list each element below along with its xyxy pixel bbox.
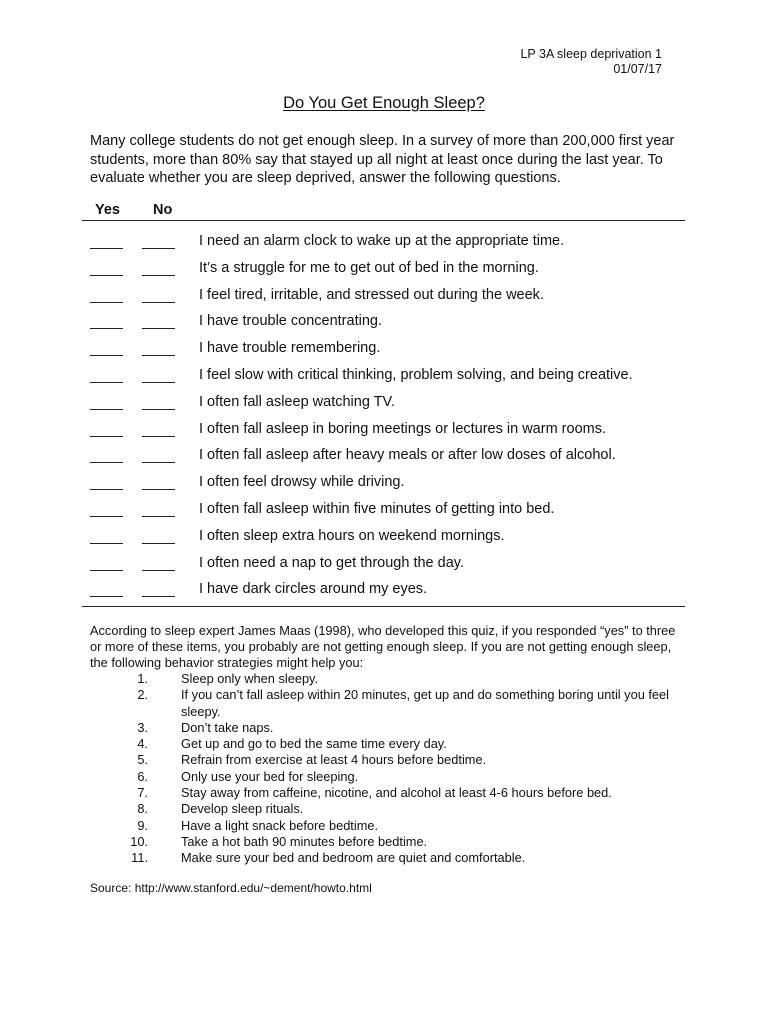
question-text: I often feel drowsy while driving. xyxy=(199,474,405,491)
question-text: I often fall asleep in boring meetings or lectures in warm rooms. xyxy=(199,420,606,437)
reference-label: LP 3A sleep deprivation 1 xyxy=(520,47,662,61)
strategy-number: 9. xyxy=(137,817,148,833)
question-text: I feel slow with critical thinking, problem solving, and being creative. xyxy=(199,366,633,383)
question-row xyxy=(0,287,768,314)
no-answer-blank[interactable] xyxy=(142,302,175,303)
strategy-item xyxy=(90,834,690,850)
yes-answer-blank[interactable] xyxy=(90,355,123,356)
yes-answer-blank[interactable] xyxy=(90,516,123,517)
question-text: I need an alarm clock to wake up at the appropriate time. xyxy=(199,233,565,249)
strategy-text: Don’t take naps. xyxy=(181,719,274,735)
yes-answer-blank[interactable] xyxy=(90,570,123,571)
column-header-yes: Yes xyxy=(95,202,120,218)
strategy-number: 6. xyxy=(137,768,148,784)
divider-top xyxy=(82,220,685,221)
strategy-item xyxy=(90,785,690,801)
strategy-text: Stay away from caffeine, nicotine, and alcohol at least 4-6 hours before bed. xyxy=(181,785,612,801)
source-citation: Source: http://www.stanford.edu/~dement/howto.html xyxy=(90,881,372,895)
question-row xyxy=(0,555,768,582)
strategy-text: Make sure your bed and bedroom are quiet and comfortable. xyxy=(181,850,526,866)
strategy-text: If you can’t fall asleep within 20 minutes, get up and do something boring until you feel sleepy. xyxy=(181,687,670,719)
question-row xyxy=(0,367,768,394)
strategy-text: Refrain from exercise at least 4 hours before bedtime. xyxy=(181,752,487,768)
strategy-text: Sleep only when sleepy. xyxy=(181,671,319,686)
no-answer-blank[interactable] xyxy=(142,275,175,276)
no-answer-blank[interactable] xyxy=(142,543,175,544)
yes-answer-blank[interactable] xyxy=(90,409,123,410)
strategy-number: 5. xyxy=(137,752,148,768)
question-text: I often sleep extra hours on weekend mornings. xyxy=(199,527,505,544)
question-row xyxy=(0,474,768,501)
yes-answer-blank[interactable] xyxy=(90,543,123,544)
no-answer-blank[interactable] xyxy=(142,596,175,597)
strategy-text: Develop sleep rituals. xyxy=(181,801,304,817)
strategy-text: Take a hot bath 90 minutes before bedtime. xyxy=(181,833,428,849)
question-row xyxy=(0,528,768,555)
page-title: Do You Get Enough Sleep? xyxy=(283,94,485,112)
strategy-item xyxy=(90,752,690,768)
yes-answer-blank[interactable] xyxy=(90,596,123,597)
strategy-text: Only use your bed for sleeping. xyxy=(181,768,359,784)
strategy-number: 11. xyxy=(131,850,148,866)
no-answer-blank[interactable] xyxy=(142,489,175,490)
strategy-number: 8. xyxy=(137,801,148,817)
question-row xyxy=(0,313,768,340)
question-text: I often fall asleep watching TV. xyxy=(199,393,395,410)
question-row xyxy=(0,421,768,448)
strategy-item xyxy=(90,818,690,834)
reference-date: 01/07/17 xyxy=(613,62,662,76)
question-row xyxy=(0,233,768,260)
no-answer-blank[interactable] xyxy=(142,248,175,249)
no-answer-blank[interactable] xyxy=(142,570,175,571)
strategy-item xyxy=(90,720,690,736)
no-answer-blank[interactable] xyxy=(142,409,175,410)
no-answer-blank[interactable] xyxy=(142,516,175,517)
question-row xyxy=(0,340,768,367)
no-answer-blank[interactable] xyxy=(142,382,175,383)
strategy-item xyxy=(90,671,690,687)
yes-answer-blank[interactable] xyxy=(90,436,123,437)
yes-answer-blank[interactable] xyxy=(90,248,123,249)
strategy-text: Get up and go to bed the same time every day. xyxy=(181,736,447,752)
yes-answer-blank[interactable] xyxy=(90,489,123,490)
strategy-item xyxy=(90,850,690,866)
question-text: I feel tired, irritable, and stressed out during the week. xyxy=(199,286,544,303)
strategy-number: 7. xyxy=(137,785,148,801)
question-text: It’s a struggle for me to get out of bed in the morning. xyxy=(199,259,539,276)
strategy-item xyxy=(90,736,690,752)
yes-answer-blank[interactable] xyxy=(90,328,123,329)
question-text: I have trouble remembering. xyxy=(199,340,381,357)
yes-answer-blank[interactable] xyxy=(90,275,123,276)
strategy-number: 4. xyxy=(137,736,148,752)
no-answer-blank[interactable] xyxy=(142,355,175,356)
divider-bottom xyxy=(82,606,685,607)
question-row xyxy=(0,260,768,287)
question-row xyxy=(0,501,768,528)
strategy-number: 2. xyxy=(137,687,148,703)
question-text: I have dark circles around my eyes. xyxy=(199,581,428,598)
question-text: I have trouble concentrating. xyxy=(199,313,382,330)
strategy-item xyxy=(90,769,690,785)
strategy-number: 1. xyxy=(137,671,148,686)
question-row xyxy=(0,394,768,421)
question-text: I often fall asleep after heavy meals or after low doses of alcohol. xyxy=(199,447,616,464)
intro-paragraph: Many college students do not get enough sleep. In a survey of more than 200,000 first year students, more than 80% say that stayed up all night at least once during the last year. To evaluate whether you are sleep deprived, answer the following questions. xyxy=(90,133,675,186)
strategy-number: 3. xyxy=(137,719,148,735)
document-reference xyxy=(520,47,662,77)
yes-answer-blank[interactable] xyxy=(90,382,123,383)
yes-answer-blank[interactable] xyxy=(90,302,123,303)
no-answer-blank[interactable] xyxy=(142,328,175,329)
yes-answer-blank[interactable] xyxy=(90,462,123,463)
question-row xyxy=(0,447,768,474)
question-text: I often fall asleep within five minutes of getting into bed. xyxy=(199,500,555,517)
column-header-no: No xyxy=(153,202,173,218)
strategy-item xyxy=(90,687,690,720)
no-answer-blank[interactable] xyxy=(142,462,175,463)
question-row xyxy=(0,581,768,608)
strategy-text: Have a light snack before bedtime. xyxy=(181,817,379,833)
strategy-item xyxy=(90,801,690,817)
question-text: I often need a nap to get through the day. xyxy=(199,554,464,571)
no-answer-blank[interactable] xyxy=(142,436,175,437)
strategy-number: 10. xyxy=(130,833,148,849)
conclusion-paragraph: According to sleep expert James Maas (1998), who developed this quiz, if you responded “yes” to three or more of these items, you probably are not getting enough sleep. If you are not getting enough sleep, the following behavior strategies might help you: xyxy=(90,623,676,670)
question-list xyxy=(0,233,768,608)
strategy-list xyxy=(90,671,690,867)
